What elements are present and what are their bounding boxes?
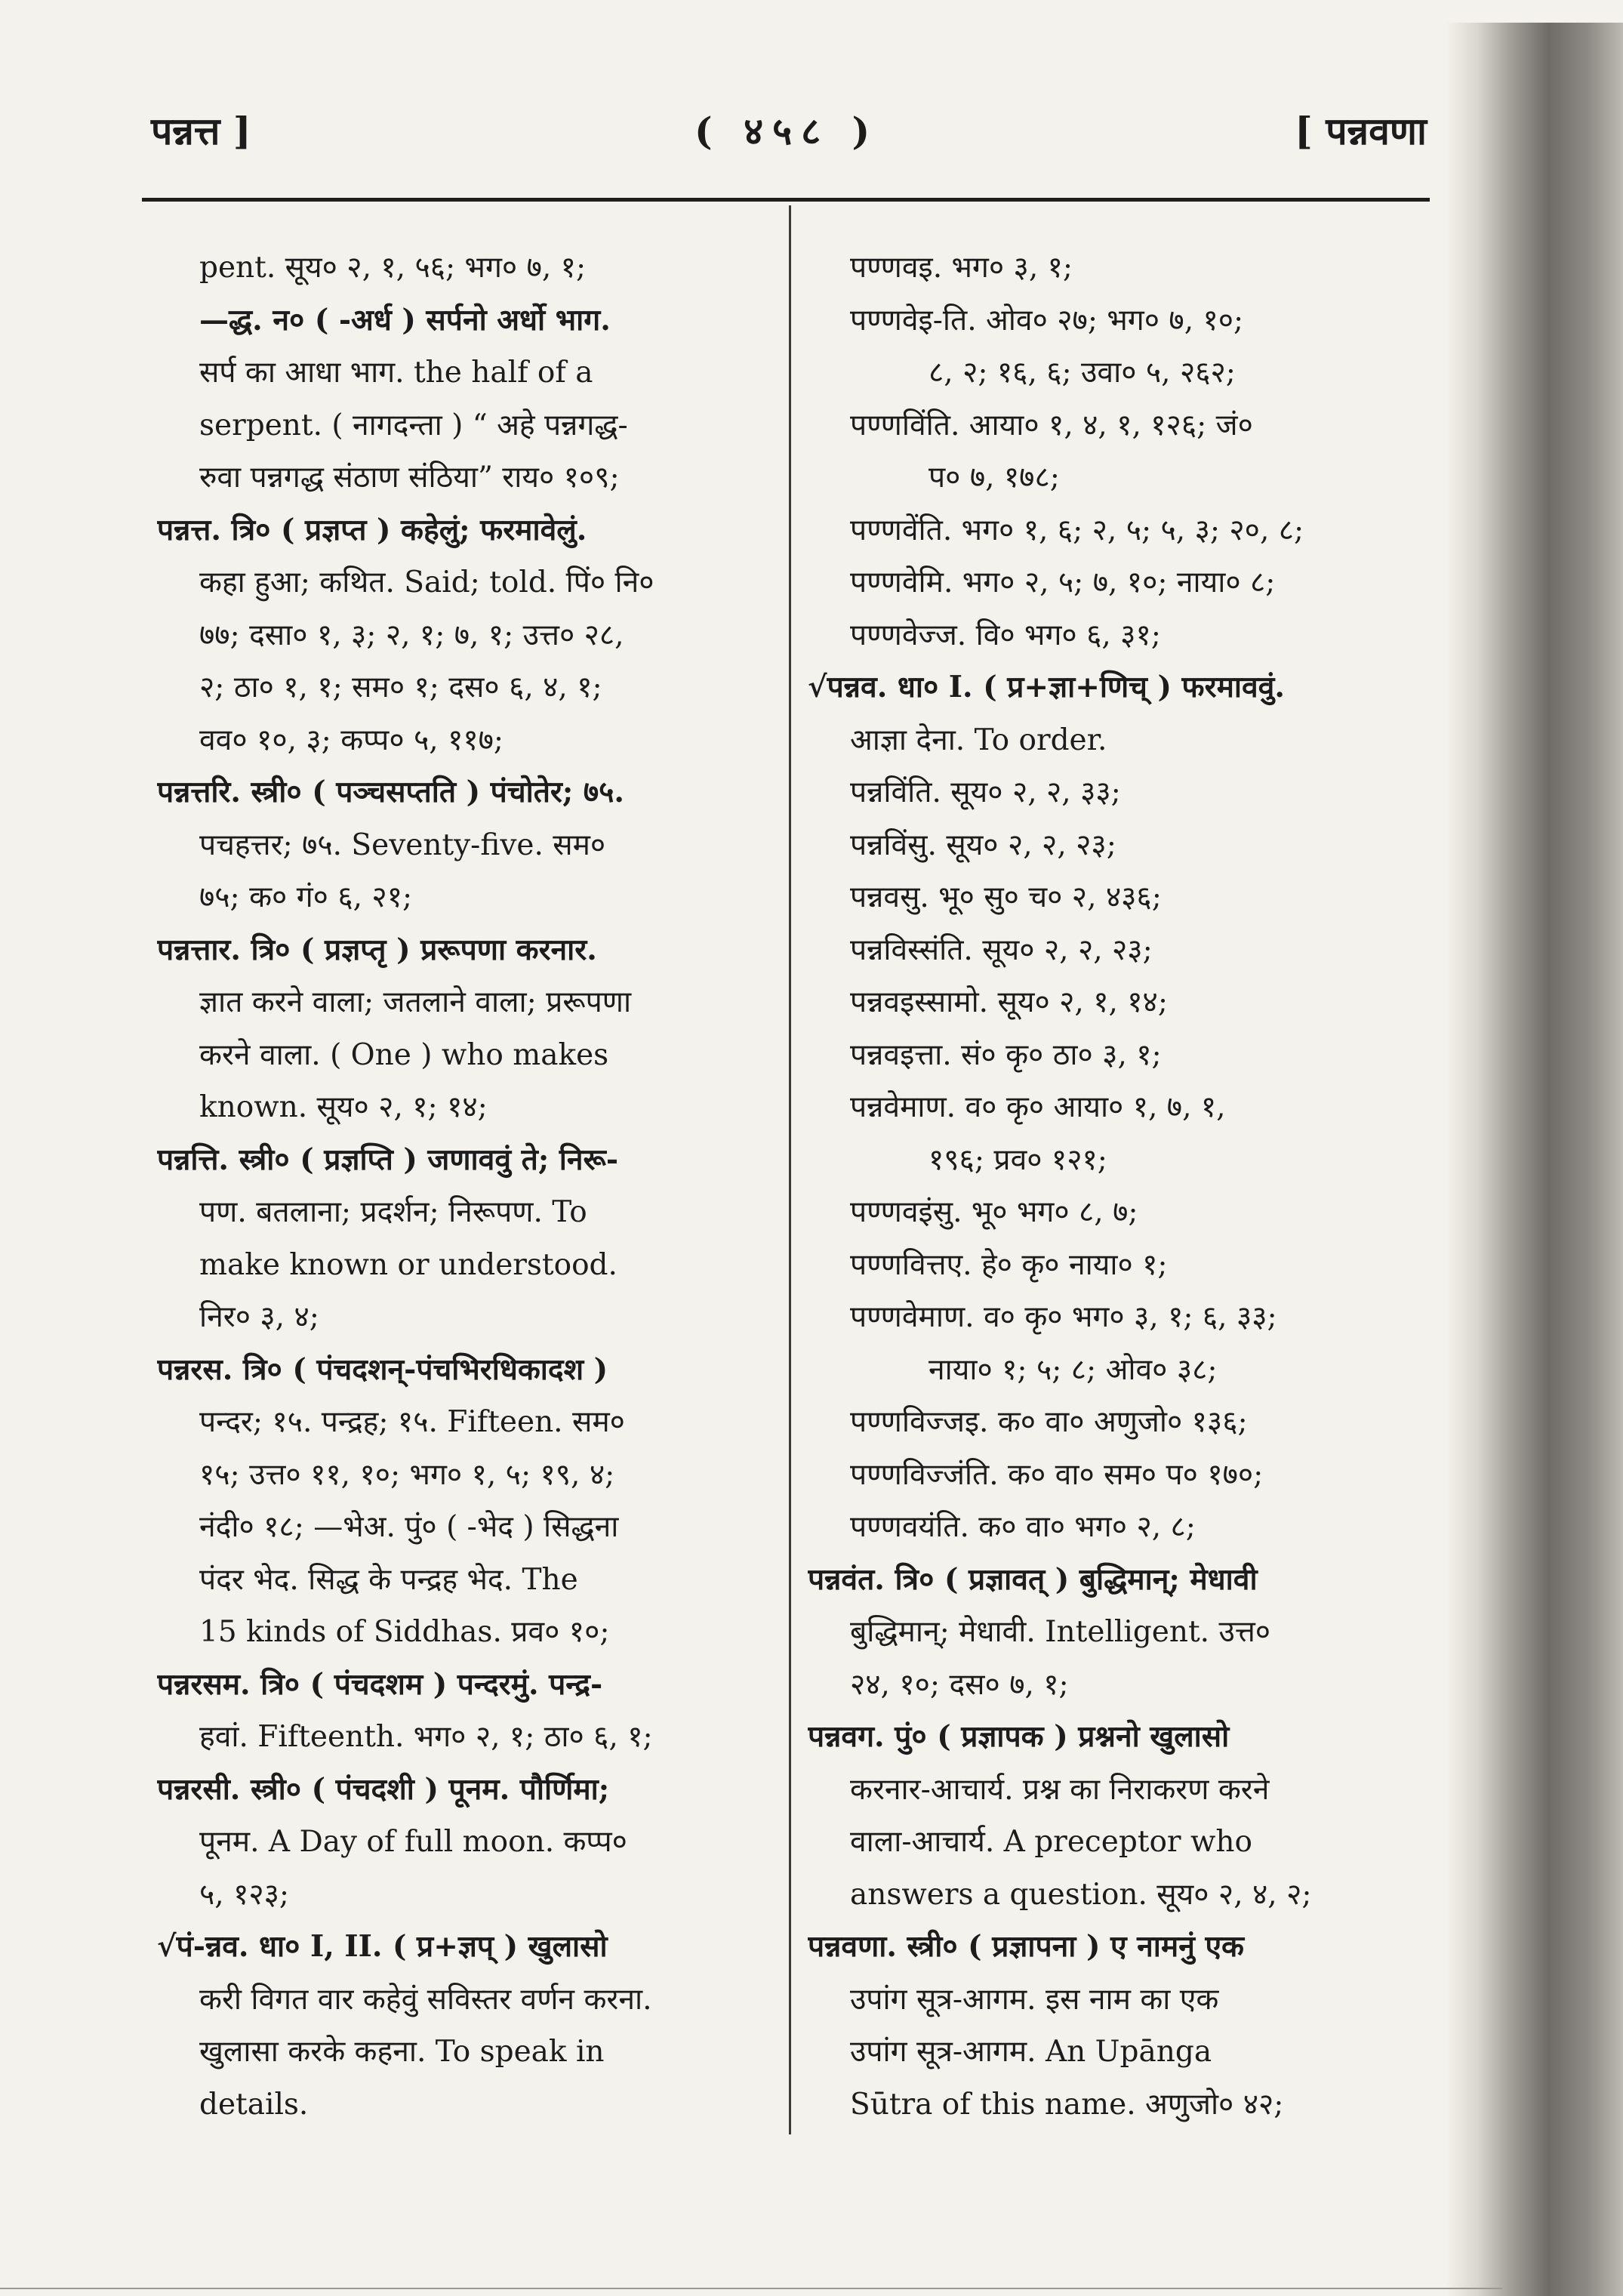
- bottom-edge-line: [0, 2288, 1502, 2289]
- entry-text-line: पन्नवेमाण. व० कृ० आया० १, ७, १,: [850, 1090, 1226, 1124]
- entry-text-line: पन्नवइस्सामो. सूय० २, १, १४;: [850, 985, 1168, 1019]
- entry-text-line: हवां. Fifteenth. भग० २, १; ठा० ६, १;: [199, 1720, 653, 1754]
- entry-text-line: पन्नवसु. भू० सु० च० २, ४३६;: [850, 880, 1162, 914]
- entry-text-line: serpent. ( नागदन्ता ) “ अहे पन्नगद्ध-: [199, 408, 628, 442]
- entry-text-line: करनार-आचार्य. प्रश्न का निराकरण करने: [850, 1772, 1270, 1807]
- entry-text-line: पण. बतलाना; प्रदर्शन; निरूपण. To: [199, 1195, 587, 1229]
- entry-text-line: पंदर भेद. सिद्ध के पन्द्रह भेद. The: [199, 1562, 578, 1597]
- entry-text-line: ७७; दसा० १, ३; २, १; ७, १; उत्त० २८,: [199, 618, 624, 652]
- entry-headword-line: पन्नरस. त्रि० ( पंचदशन्-पंचभिरधिकादश ): [157, 1351, 608, 1387]
- right-column: [808, 242, 1427, 2131]
- entry-text-line: पण्णविज्जइ. क० वा० अणुजो० १३६;: [850, 1405, 1248, 1439]
- entry-text-line: ८, २; १६, ६; उवा० ५, २६२;: [929, 356, 1236, 390]
- entry-text-line: करी विगत वार कहेवुं सविस्तर वर्णन करना.: [199, 1982, 652, 2017]
- entry-text-line: पन्दर; १५. पन्द्रह; १५. Fifteen. सम०: [199, 1405, 625, 1439]
- entry-text-line: ७५; क० गं० ६, २१;: [199, 880, 413, 914]
- entry-text-line: पन्नविंसु. सूय० २, २, २३;: [850, 827, 1116, 862]
- entry-text-line: कहा हुआ; कथित. Said; told. पिं० नि०: [199, 566, 654, 599]
- entry-text-line: known. सूय० २, १; १४;: [199, 1090, 488, 1124]
- page-header: [143, 104, 1427, 172]
- entry-text-line: पण्णवइ. भग० ३, १;: [850, 251, 1073, 285]
- entry-headword-line: पन्नवंत. त्रि० ( प्रज्ञावत् ) बुद्धिमान्; मेधावी: [808, 1561, 1258, 1597]
- entry-text-line: प० ७, १७८;: [929, 461, 1060, 495]
- entry-text-line: पण्णविज्जंति. क० वा० सम० प० १७०;: [850, 1457, 1264, 1492]
- entry-text-line: पण्णविंति. आया० १, ४, १, १२६; जं०: [850, 408, 1253, 442]
- entry-text-line: पन्नविस्संति. सूय० २, २, २३;: [850, 932, 1153, 967]
- entry-text-line: १५; उत्त० ११, १०; भग० १, ५; १९, ४;: [199, 1457, 615, 1492]
- page-number: ( ४५८ ): [694, 109, 879, 153]
- entry-headword-line: पन्नरसी. स्त्री० ( पंचदशी ) पूनम. पौर्णिमा;: [157, 1771, 610, 1807]
- entry-text-line: pent. सूय० २, १, ५६; भग० ७, १;: [199, 251, 587, 285]
- entry-headword-line: पन्नत्ति. स्त्री० ( प्रज्ञप्ति ) जणाववुं ते; निरू-: [157, 1142, 619, 1177]
- entry-text-line: पन्नवइत्ता. सं० कृ० ठा० ३, १;: [850, 1037, 1162, 1072]
- entry-text-line: ५, १२३;: [199, 1877, 290, 1912]
- entry-headword-line: √पं-न्नव. धा० I, II. ( प्र+ज्ञप् ) खुलासो: [157, 1929, 608, 1964]
- entry-text-line: १९६; प्रव० १२१;: [929, 1142, 1107, 1177]
- entry-text-line: नंदी० १८; —भेअ. पुं० ( -भेद ) सिद्धना: [199, 1510, 619, 1544]
- entry-headword-line: पन्नत्तरि. स्त्री० ( पञ्चसप्तति ) पंचोतेर; ७५.: [157, 775, 624, 809]
- entry-text-line: पण्णवेज्ज. वि० भग० ६, ३१;: [850, 618, 1161, 652]
- entry-headword-line: पन्नवग. पुं० ( प्रज्ञापक ) प्रश्ननो खुलासो: [808, 1719, 1230, 1754]
- entry-text-line: make known or understood.: [199, 1247, 617, 1282]
- entry-text-line: पण्णवित्तए. हे० कृ० नाया० १;: [850, 1247, 1168, 1282]
- entry-text-line: बुद्धिमान्; मेधावी. Intelligent. उत्त०: [850, 1615, 1271, 1649]
- entry-text-line: पण्णवइंसु. भू० भग० ८, ७;: [850, 1195, 1138, 1229]
- entry-text-line: २; ठा० १, १; सम० १; दस० ६, ४, १;: [199, 670, 602, 704]
- entry-text-line: पचहत्तर; ७५. Seventy-five. सम०: [199, 827, 606, 862]
- entry-text-line: 15 kinds of Siddhas. प्रव० १०;: [199, 1615, 610, 1649]
- header-left-guideword: पन्नत्त ]: [151, 109, 251, 153]
- entry-text-line: वाला-आचार्य. A preceptor who: [850, 1825, 1252, 1859]
- entry-headword-line: पन्नवणा. स्त्री० ( प्रज्ञापना ) ए नामनुं एक: [808, 1929, 1244, 1964]
- entry-text-line: ज्ञात करने वाला; जतलाने वाला; प्ररूपणा: [199, 985, 632, 1019]
- entry-text-line: पण्णवेंति. भग० १, ६; २, ५; ५, ३; २०, ८;: [850, 513, 1304, 547]
- entry-text-line: details.: [199, 2087, 309, 2122]
- entry-headword-line: √पन्नव. धा० I. ( प्र+ज्ञा+णिच् ) फरमाववुं.: [808, 670, 1285, 704]
- entry-text-line: नाया० १; ५; ८; ओव० ३८;: [929, 1352, 1218, 1387]
- book-spine-shadow: [1446, 23, 1623, 2296]
- entry-text-line: उपांग सूत्र-आगम. An Upānga: [850, 2035, 1212, 2069]
- entry-text-line: २४, १०; दस० ७, १;: [850, 1667, 1069, 1702]
- entry-text-line: Sūtra of this name. अणुजो० ४२;: [850, 2087, 1284, 2122]
- entry-headword-line: —द्ध. न० ( -अर्ध ) सर्पनो अर्धो भाग.: [199, 302, 611, 337]
- entry-headword-line: पन्नत्तार. त्रि० ( प्रज्ञप्तृ ) प्ररूपणा करनार.: [157, 932, 597, 967]
- entry-text-line: करने वाला. ( One ) who makes: [199, 1037, 609, 1072]
- header-rule: [142, 198, 1430, 202]
- entry-text-line: खुलासा करके कहना. To speak in: [199, 2035, 605, 2069]
- entry-text-line: सर्प का आधा भाग. the half of a: [199, 356, 593, 390]
- entry-text-line: पन्नविंति. सूय० २, २, ३३;: [850, 775, 1121, 809]
- entry-text-line: पण्णवेमि. भग० २, ५; ७, १०; नाया० ८;: [850, 566, 1276, 599]
- entry-headword-line: पन्नत्त. त्रि० ( प्रज्ञप्त ) कहेलुं; फरमावेलुं.: [157, 512, 587, 547]
- entry-text-line: पण्णवेमाण. व० कृ० भग० ३, १; ६, ३३;: [850, 1300, 1277, 1334]
- entry-text-line: वव० १०, ३; कप्प० ५, ११७;: [199, 723, 504, 757]
- left-column: [157, 242, 768, 2131]
- header-right-guideword: [ पन्नवणा: [1295, 109, 1427, 153]
- column-divider: [789, 205, 791, 2134]
- entry-text-line: उपांग सूत्र-आगम. इस नाम का एक: [850, 1982, 1219, 2017]
- entry-headword-line: पन्नरसम. त्रि० ( पंचदशम ) पन्दरमुं. पन्द्र-: [157, 1666, 603, 1702]
- entry-text-line: पण्णवेइ-ति. ओव० २७; भग० ७, १०;: [850, 303, 1244, 337]
- entry-text-line: रुवा पन्नगद्ध संठाण संठिया” राय० १०९;: [199, 461, 620, 495]
- entry-text-line: पण्णवयंति. क० वा० भग० २, ८;: [850, 1510, 1196, 1544]
- entry-text-line: पूनम. A Day of full moon. कप्प०: [199, 1825, 627, 1859]
- entry-text-line: निर० ३, ४;: [199, 1300, 319, 1334]
- entry-text-line: आज्ञा देना. To order.: [850, 723, 1107, 757]
- entry-text-line: answers a question. सूय० २, ४, २;: [850, 1877, 1312, 1912]
